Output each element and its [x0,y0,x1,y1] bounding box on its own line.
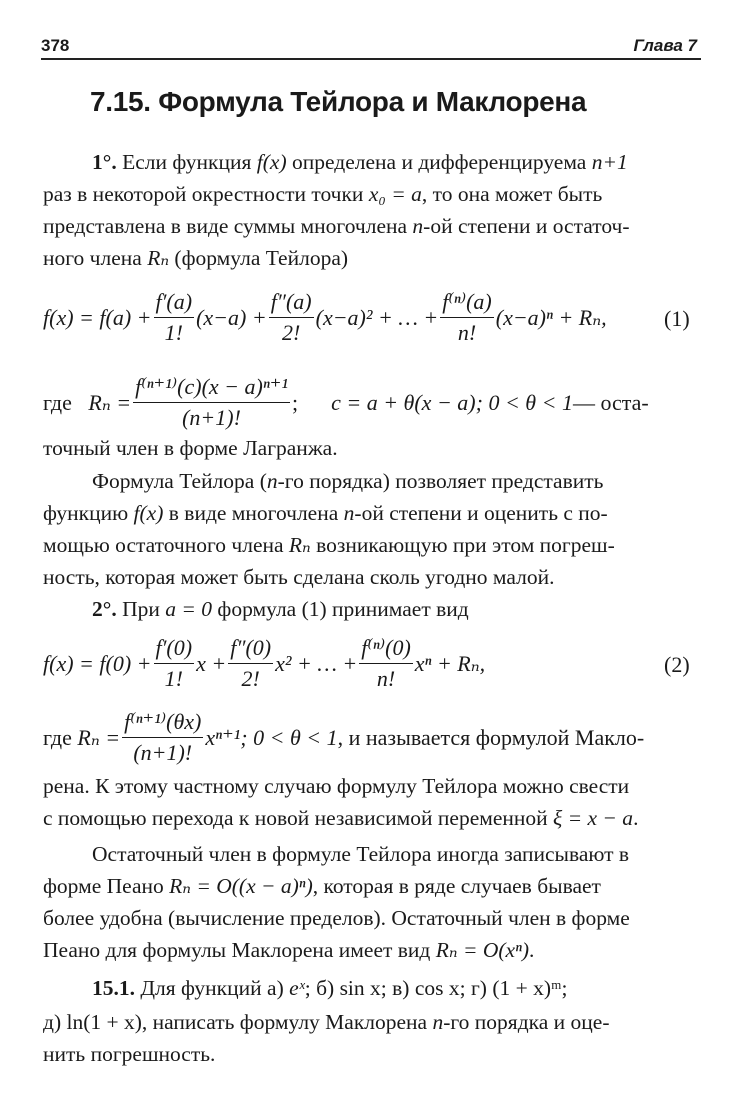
fraction: $\frac{f''(0)}{2!}$ [230,635,272,691]
math-Rn: Rₙ [147,246,170,270]
para-marker: 1°. [92,150,117,174]
p4-line-3: более удобна (вычисление пределов). Остаточный член в форме [43,906,630,930]
exercise-line-1: 15.1. Для функций а) eˣ; б) sin x; в) cos x; г) (1 + x)ᵐ; [92,976,568,1000]
fraction: $\frac{\text{f⁽ⁿ⁾(0)}}{n!}$ [361,635,411,691]
p2-line-3: мощью остаточного члена Rₙ возникающую при этом погреш- [43,533,615,557]
lagrange-remainder: где Rₙ = $\frac{\text{f⁽ⁿ⁺¹⁾(c)(x − a)ⁿ⁺¹}}{(n+1)!}$ ; c = a + θ(x − a); 0 < θ < 1 — оста- [43,374,649,430]
para-marker: 2°. [92,597,117,621]
equation-taylor: f(x) = f(a) + $\frac{f'(a)}{1!}$ (x−a) + $\frac{f''(a)}{2!}$ (x−a)² + … + $\frac{\text{f⁽ⁿ⁾(a)}}{n!}$ (x−a)ⁿ + Rₙ, [43,289,607,345]
p1-line-4: ного члена Rₙ (формула Тейлора) [43,246,349,270]
p2-line-2: функцию f(x) в виде многочлена n-ой степени и оценить с по- [43,501,608,525]
fraction: $\frac{f''(a)}{2!}$ [270,289,312,345]
lagrange-line-2: точный член в форме Лагранжа. [43,436,338,460]
fraction: $\frac{\text{f⁽ⁿ⁾(a)}}{n!}$ [442,289,492,345]
maclaurin-line-2: рена. К этому частному случаю формулу Тейлора можно свести [43,774,630,798]
p4-line-1: Остаточный член в формуле Тейлора иногда записывают в [92,842,630,866]
p1-line-2: раз в некоторой окрестности точки x₀ = a, то она может быть [43,182,603,206]
fraction: $\frac{\text{f⁽ⁿ⁺¹⁾(c)(x − a)ⁿ⁺¹}}{(n+1)!}$ [135,374,288,430]
fraction: $\frac{f'(a)}{1!}$ [155,289,193,345]
page-number: 378 [41,36,70,55]
chapter-label: Глава 7 [633,36,697,55]
math-f-of-x: f(x) [256,150,287,174]
math-n-plus-1: n+1 [591,150,628,174]
p1-line-1: 1°. Если функция f(x) определена и дифференцируема n+1 [92,150,628,174]
p3-line-1: 2°. При a = 0 формула (1) принимает вид [92,597,469,621]
exercise-line-3: нить погрешность. [43,1042,216,1066]
section-title: 7.15. Формула Тейлора и Маклорена [90,86,587,117]
maclaurin-remainder: где Rₙ = $\frac{\text{f⁽ⁿ⁺¹⁾(θx)}}{(n+1)!}$ xⁿ⁺¹ ; 0 < θ < 1 , и называется формулой Макло- [43,709,645,765]
maclaurin-line-3: с помощью перехода к новой независимой переменной ξ = x − a. [43,806,639,830]
fraction: $\frac{\text{f⁽ⁿ⁺¹⁾(θx)}}{(n+1)!}$ [124,709,202,765]
exercise-number: 15.1. [92,976,135,1000]
equation-maclaurin: f(x) = f(0) + $\frac{f'(0)}{1!}$ x + $\frac{f''(0)}{2!}$ x² + … + $\frac{\text{f⁽ⁿ⁾(0)}}{n!}$ xⁿ + Rₙ, [43,635,486,691]
p2-line-1: Формула Тейлора (n-го порядка) позволяет представить [92,469,604,493]
p4-line-4: Пеано для формулы Маклорена имеет вид Rₙ = O(xⁿ). [43,938,535,962]
p4-line-2: форме Пеано Rₙ = O((x − a)ⁿ), которая в ряде случаев бывает [43,874,601,898]
running-head [41,36,701,60]
math-x0-eq-a: x₀ = a [368,182,422,206]
equation-number-1: (1) [664,306,690,331]
exercise-line-2: д) ln(1 + x), написать формулу Маклорена n-го порядка и оце- [43,1010,610,1034]
fraction: $\frac{f'(0)}{1!}$ [155,635,193,691]
p2-line-4: ность, которая может быть сделана сколь угодно малой. [43,565,555,589]
p1-line-3: представлена в виде суммы многочлена n-ой степени и остаточ- [43,214,630,238]
equation-number-2: (2) [664,652,690,677]
